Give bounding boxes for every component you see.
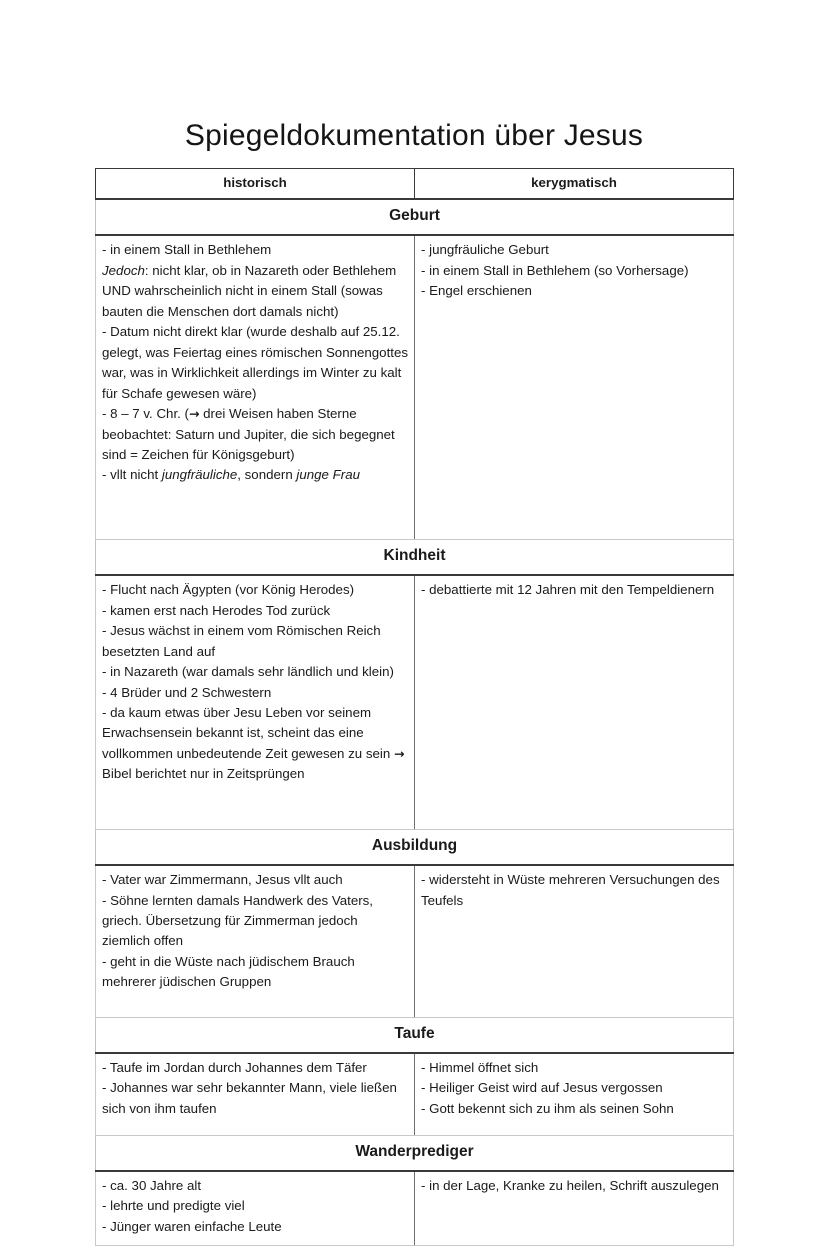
right-arrow-icon: →: [188, 406, 200, 422]
section-header-row-taufe: [96, 1018, 734, 1053]
section-header-row-geburt: [96, 199, 734, 235]
text-block: - widersteht in Wüste mehreren Versuchungen des Teufels: [421, 872, 720, 908]
column-header-row: [96, 169, 734, 200]
table-body: [96, 199, 734, 1245]
cell-ausbildung-historisch: [96, 865, 415, 1018]
right-arrow-icon: →: [393, 745, 405, 761]
emphasis-text: junge Frau: [296, 467, 360, 483]
cell-kindheit-historisch: [96, 575, 415, 830]
section-content-row-kindheit: [96, 575, 734, 830]
text-block: - Himmel öffnet sich - Heiliger Geist wird auf Jesus vergossen - Gott bekennt sich zu ihm als seinen Sohn: [421, 1059, 674, 1116]
section-heading-ausbildung: Ausbildung: [96, 830, 734, 865]
cell-ausbildung-kerygmatisch: [415, 865, 734, 1018]
section-header-row-wanderprediger: [96, 1135, 734, 1170]
text-block: - Taufe im Jordan durch Johannes dem Täfer - Johannes war sehr bekannter Mann, viele ließen sich von ihm taufen: [102, 1059, 397, 1116]
text-block: - Vater war Zimmermann, Jesus vllt auch - Söhne lernten damals Handwerk des Vaters, griech. Übersetzung für Zimmerman jedoch ziemlich offen - geht in die Wüste nach jüdischem Brauch mehrerer jüdischen Gruppen: [102, 872, 374, 990]
text-block: - Flucht nach Ägypten (vor König Herodes) - kamen erst nach Herodes Tod zurück - Jesus wächst in einem vom Römischen Reich besetzten Land auf - in Nazareth (war damals sehr ländlich und klein) - 4 Brüder und 2 Schwestern - da kaum etwas über Jesu Leben vor seinem Erwachsensein bekannt ist, scheint das eine vollkommen unbedeutende Zeit gewesen zu sein → Bibel berichtet nur in Zeitsprüngen: [102, 582, 405, 782]
section-content-row-taufe: [96, 1053, 734, 1136]
comparison-table-container: [95, 168, 733, 1246]
cell-geburt-kerygmatisch: [415, 235, 734, 540]
cell-wanderprediger-kerygmatisch: [415, 1171, 734, 1246]
text-block: - ca. 30 Jahre alt - lehrte und predigte viel - Jünger waren einfache Leute: [102, 1177, 282, 1234]
section-header-row-ausbildung: [96, 830, 734, 865]
section-content-row-wanderprediger: [96, 1171, 734, 1246]
section-content-row-ausbildung: [96, 865, 734, 1018]
emphasis-text: Jedoch: [102, 262, 145, 278]
emphasis-text: jungfräuliche: [161, 467, 238, 483]
page-title: Spiegeldokumentation über Jesus: [184, 119, 644, 153]
section-heading-taufe: Taufe: [96, 1018, 734, 1053]
cell-kindheit-kerygmatisch: [415, 575, 734, 830]
section-content-row-geburt: [96, 235, 734, 540]
table-header: [96, 169, 734, 200]
text-block: - in der Lage, Kranke zu heilen, Schrift auszulegen: [421, 1177, 719, 1193]
text-block: - jungfräuliche Geburt - in einem Stall in Bethlehem (so Vorhersage) - Engel erschienen: [421, 242, 689, 299]
section-heading-geburt: Geburt: [96, 199, 734, 235]
cell-geburt-historisch: [96, 235, 415, 540]
column-header-historisch: historisch: [96, 169, 415, 200]
historisch-kerygmatisch-table: [95, 168, 734, 1246]
text-block: - debattierte mit 12 Jahren mit den Tempeldienern: [421, 582, 715, 598]
text-block: - in einem Stall in Bethlehem Jedoch: nicht klar, ob in Nazareth oder Bethlehem UND wahrscheinlich nicht in einem Stall (sowas bauten die Menschen dort damals nicht) - Datum nicht direkt klar (wurde deshalb auf 25.12. gelegt, was Feiertag eines römischen Sonnengottes war, was in Wirklichkeit allerdings im Winter zu kalt für Schafe gewesen wäre) - 8 – 7 v. Chr. (→ drei Weisen haben Sterne beobachtet: Saturn und Jupiter, die sich begegnet sind = Zeichen für Königsgeburt) - vllt nicht jungfräuliche, sondern junge Frau: [102, 242, 409, 483]
cell-wanderprediger-historisch: [96, 1171, 415, 1246]
column-header-kerygmatisch: kerygmatisch: [415, 169, 734, 200]
cell-taufe-historisch: [96, 1053, 415, 1136]
section-heading-wanderprediger: Wanderprediger: [96, 1135, 734, 1170]
cell-taufe-kerygmatisch: [415, 1053, 734, 1136]
section-header-row-kindheit: [96, 540, 734, 575]
section-heading-kindheit: Kindheit: [96, 540, 734, 575]
